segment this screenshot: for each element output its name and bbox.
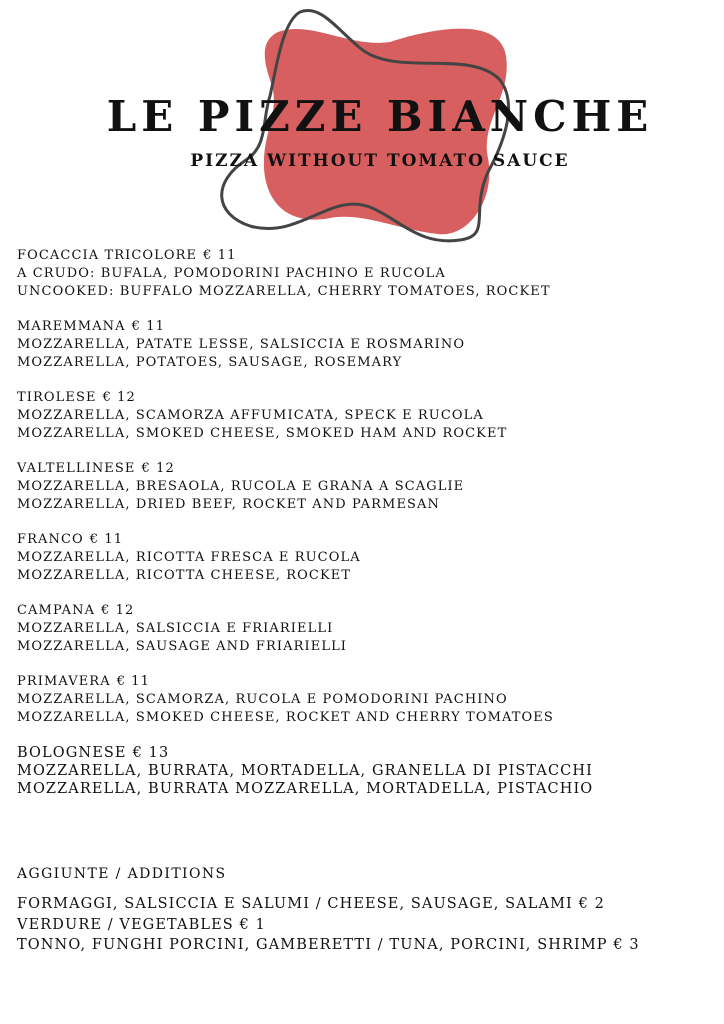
item-heading <box>17 744 717 762</box>
page-subtitle: PIZZA WITHOUT TOMATO SAUCE <box>190 151 570 171</box>
item-description-english: MOZZARELLA, RICOTTA CHEESE, ROCKET <box>17 568 352 583</box>
menu-item <box>17 318 717 372</box>
item-heading <box>17 602 717 620</box>
additions-title: AGGIUNTE / ADDITIONS <box>17 866 227 882</box>
item-price: € 13 <box>132 745 170 761</box>
item-name: CAMPANA <box>17 603 96 618</box>
item-name: PRIMAVERA <box>17 674 111 689</box>
addition-line: VERDURE / VEGETABLES € 1 <box>17 916 266 933</box>
menu-item <box>17 602 717 656</box>
item-heading <box>17 389 717 407</box>
menu-item <box>17 389 717 443</box>
item-name: FOCACCIA TRICOLORE <box>17 248 198 263</box>
item-heading <box>17 673 717 691</box>
page-title: LE PIZZE BIANCHE <box>106 92 654 141</box>
item-price: € 12 <box>141 461 175 476</box>
pizza-menu <box>17 247 717 815</box>
addition-line: FORMAGGI, SALSICCIA E SALUMI / CHEESE, SAUSAGE, SALAMI € 2 <box>17 896 605 912</box>
item-description-english: MOZZARELLA, DRIED BEEF, ROCKET AND PARMESAN <box>17 497 441 512</box>
item-price: € 12 <box>101 603 135 618</box>
item-heading <box>17 460 717 478</box>
addition-line: TONNO, FUNGHI PORCINI, GAMBERETTI / TUNA, PORCINI, SHRIMP € 3 <box>17 937 640 953</box>
item-description-italian: MOZZARELLA, SCAMORZA AFFUMICATA, SPECK E RUCOLA <box>17 408 484 423</box>
item-name: FRANCO <box>17 532 84 547</box>
item-heading <box>17 247 717 265</box>
item-price: € 11 <box>116 674 151 689</box>
item-description-italian: MOZZARELLA, SALSICCIA E FRIARIELLI <box>17 621 334 636</box>
item-name: BOLOGNESE <box>17 745 127 761</box>
item-description-italian: MOZZARELLA, BRESAOLA, RUCOLA E GRANA A SCAGLIE <box>17 479 465 494</box>
menu-item <box>17 744 717 798</box>
item-price: € 11 <box>131 319 166 334</box>
item-description-english: MOZZARELLA, SMOKED CHEESE, ROCKET AND CHERRY TOMATOES <box>17 710 554 725</box>
item-name: VALTELLINESE <box>17 461 136 476</box>
item-description-italian: MOZZARELLA, RICOTTA FRESCA E RUCOLA <box>17 550 361 565</box>
item-description-italian: A CRUDO: BUFALA, POMODORINI PACHINO E RUCOLA <box>17 266 446 281</box>
item-price: € 12 <box>102 390 136 405</box>
item-description-english: UNCOOKED: BUFFALO MOZZARELLA, CHERRY TOMATOES, ROCKET <box>17 284 551 299</box>
menu-item <box>17 673 717 727</box>
item-name: MAREMMANA <box>17 319 126 334</box>
item-description-english: MOZZARELLA, SAUSAGE AND FRIARIELLI <box>17 639 348 654</box>
item-price: € 11 <box>89 532 124 547</box>
menu-item <box>17 247 717 301</box>
item-price: € 11 <box>203 248 237 263</box>
item-description-italian: MOZZARELLA, BURRATA, MORTADELLA, GRANELLA DI PISTACCHI <box>17 763 593 779</box>
additions-section <box>17 864 717 956</box>
item-description-english: MOZZARELLA, BURRATA MOZZARELLA, MORTADELLA, PISTACHIO <box>17 781 594 797</box>
menu-item <box>17 460 717 514</box>
item-description-italian: MOZZARELLA, SCAMORZA, RUCOLA E POMODORINI PACHINO <box>17 692 508 707</box>
item-description-english: MOZZARELLA, SMOKED CHEESE, SMOKED HAM AND ROCKET <box>17 426 508 441</box>
item-name: TIROLESE <box>17 390 97 405</box>
item-description-italian: MOZZARELLA, PATATE LESSE, SALSICCIA E ROSMARINO <box>17 337 466 352</box>
item-description-english: MOZZARELLA, POTATOES, SAUSAGE, ROSEMARY <box>17 355 403 370</box>
item-heading <box>17 318 717 336</box>
menu-item <box>17 531 717 585</box>
item-heading <box>17 531 717 549</box>
